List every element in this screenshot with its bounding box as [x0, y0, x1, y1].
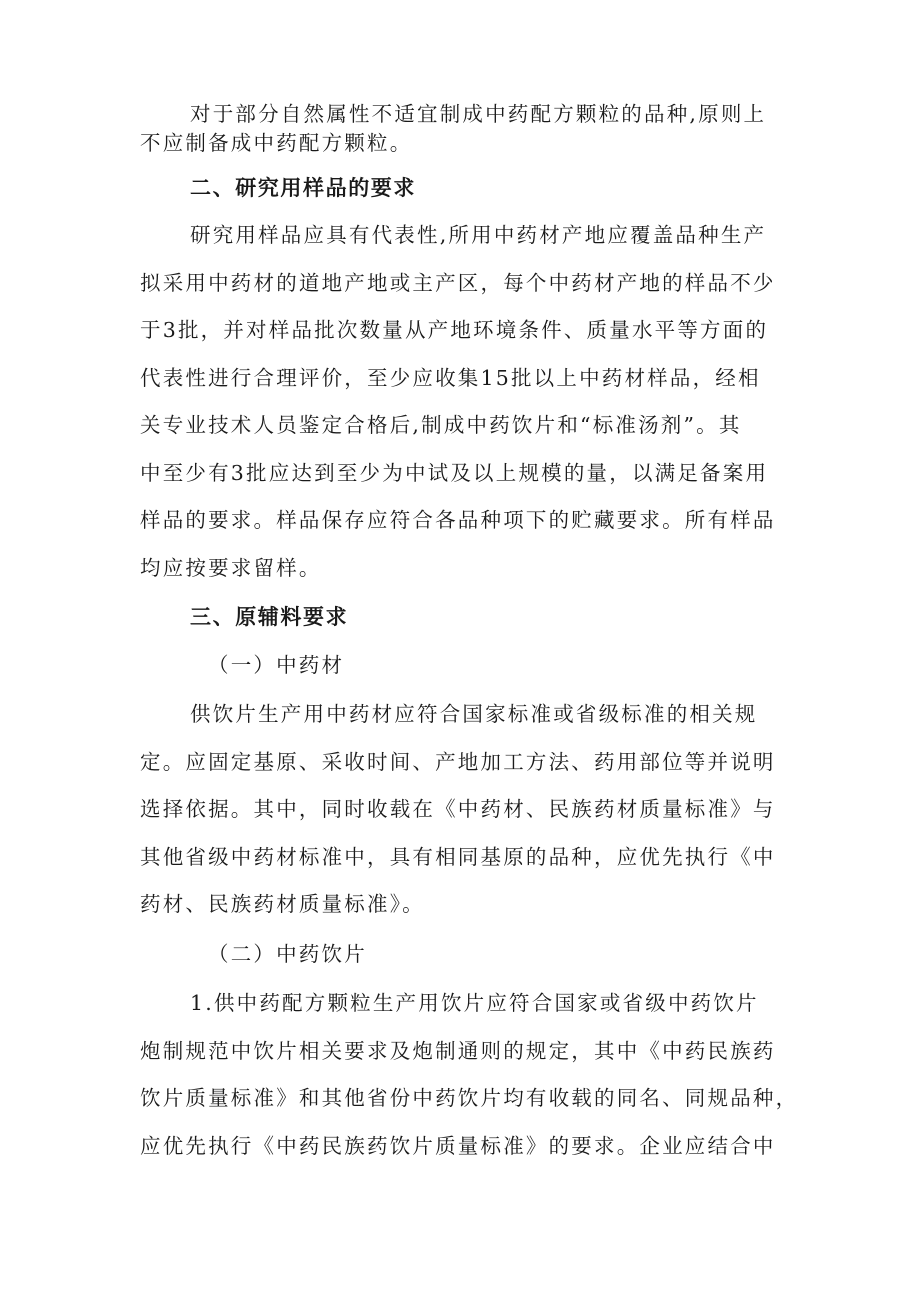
subsection-heading: （一）中药材 — [208, 653, 345, 677]
paragraph-line: 定。应固定基原、采收时间、产地加工方法、药用部位等并说明 — [140, 750, 776, 774]
paragraph-line: 中至少有3批应达到至少为中试及以上规模的量，以满足备案用 — [140, 461, 769, 485]
paragraph-line: 研究用样品应具有代表性,所用中药材产地应覆盖品种生产 — [190, 223, 767, 247]
paragraph-line: 其他省级中药材标准中，具有相同基原的品种，应优先执行《中 — [140, 845, 776, 869]
paragraph-line: 药材、民族药材质量标准》。 — [140, 892, 425, 916]
paragraph-line: 对于部分自然属性不适宜制成中药配方颗粒的品种,原则上 — [190, 102, 767, 126]
section-heading: 三、原辅料要求 — [190, 605, 349, 629]
paragraph-line: 拟采用中药材的道地产地或主产区，每个中药材产地的样品不少 — [140, 271, 776, 295]
paragraph-line: 1.供中药配方颗粒生产用饮片应符合国家或省级中药饮片 — [190, 991, 759, 1015]
paragraph-line: 样品的要求。样品保存应符合各品种项下的贮藏要求。所有样品 — [140, 508, 776, 532]
paragraph-line: 代表性进行合理评价，至少应收集15批以上中药材样品，经相 — [140, 366, 761, 390]
paragraph-line: 供饮片生产用中药材应符合国家标准或省级标准的相关规 — [190, 702, 758, 726]
paragraph-line: 饮片质量标准》和其他省份中药饮片均有收载的同名、同规品种， — [140, 1086, 799, 1110]
paragraph-line: 于3批，并对样品批次数量从产地环境条件、质量水平等方面的 — [140, 318, 769, 342]
paragraph-line: 应优先执行《中药民族药饮片质量标准》的要求。企业应结合中 — [140, 1134, 776, 1158]
paragraph-line: 均应按要求留样。 — [140, 556, 322, 580]
paragraph-line: 炮制规范中饮片相关要求及炮制通则的规定，其中《中药民族药 — [140, 1039, 776, 1063]
paragraph-line: 不应制备成中药配方颗粒。 — [140, 131, 413, 155]
paragraph-line: 关专业技术人员鉴定合格后,制成中药饮片和“标准汤剂”。其 — [140, 413, 742, 437]
section-heading: 二、研究用样品的要求 — [190, 176, 416, 200]
paragraph-line: 选择依据。其中，同时收载在《中药材、民族药材质量标准》与 — [140, 797, 776, 821]
subsection-heading: （二）中药饮片 — [208, 942, 367, 966]
